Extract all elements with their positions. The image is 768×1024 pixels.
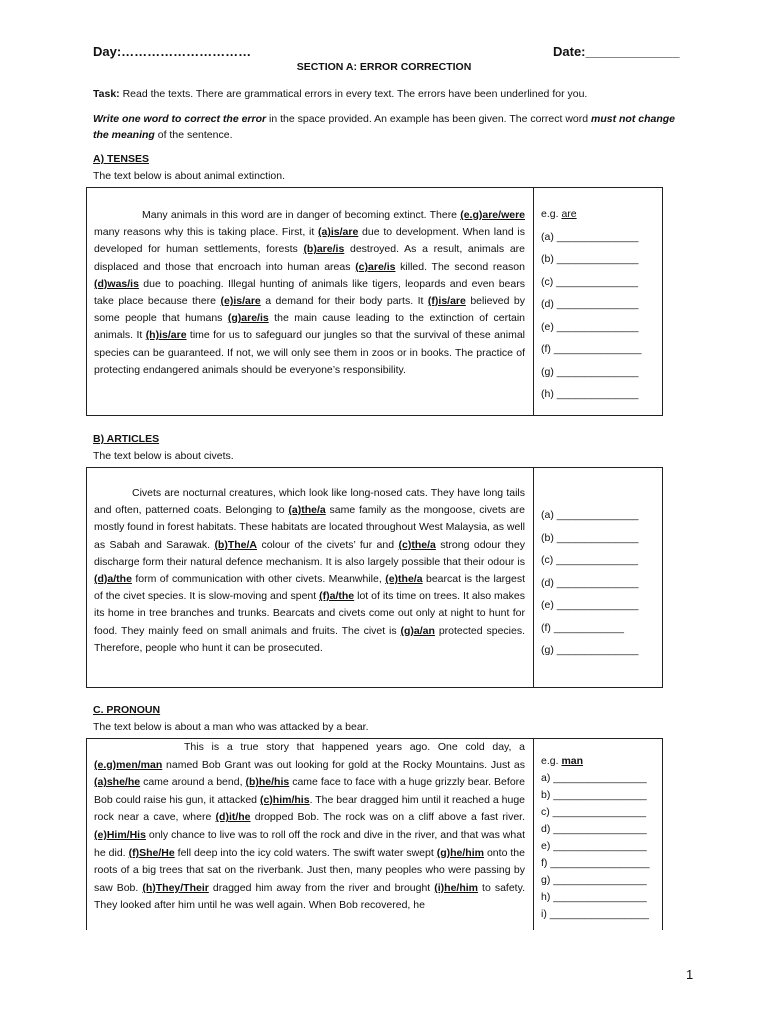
pronoun-answers bbox=[534, 739, 662, 930]
answer-line[interactable]: (c) ______________ bbox=[541, 275, 638, 288]
intro-tenses: The text below is about animal extinction. bbox=[93, 170, 286, 182]
day-field: Day:………………………… bbox=[93, 44, 252, 59]
answer-line[interactable]: (b) ______________ bbox=[541, 253, 639, 265]
answer-line[interactable]: (g) ______________ bbox=[541, 644, 639, 656]
instruction-bold-2: must not change the meaning bbox=[93, 113, 676, 141]
intro-pronoun: The text below is about a man who was attacked by a bear. bbox=[93, 721, 369, 733]
answer-line[interactable]: (f) ____________ bbox=[541, 621, 624, 634]
task-text: Read the texts. There are grammatical errors in every text. The errors have been underlined for you. bbox=[119, 88, 588, 100]
answer-line[interactable]: (d) ______________ bbox=[541, 298, 639, 310]
answer-line-eg: e.g. man bbox=[541, 755, 584, 767]
answer-line[interactable]: g) ________________ bbox=[541, 874, 647, 886]
answer-line[interactable]: b) ________________ bbox=[541, 789, 647, 801]
task-label: Task: bbox=[93, 88, 120, 100]
answer-line[interactable]: (a) ______________ bbox=[541, 230, 639, 243]
answer-line[interactable]: i) _________________ bbox=[541, 908, 650, 920]
intro-articles: The text below is about civets. bbox=[93, 450, 234, 462]
answer-line[interactable]: (e) ______________ bbox=[541, 320, 639, 333]
instruction-mid: in the space provided. An example has been given. The correct word bbox=[266, 113, 592, 125]
answer-line[interactable]: (f) _______________ bbox=[541, 343, 642, 355]
pronoun-passage: This is a true story that happened years ago. One cold day, a (e.g)men/man named Bob Grant was out looking for gold at the Rocky Mountains. Just as (a)she/he came around a bend, (b)he/his came face to face with a huge grizzly bear. Before Bob could raise his gun, it attacked (c)him/his. The bear dragged him until it reached a huge rock near a cave, where (d)it/he dropped Bob. The rock was on a cliff above a fast river. (e)Him/His only chance to live was to roll off the rock and dive in the river, and that was what he did. (f)She/He fell deep into the icy cold waters. The swift water swept (g)he/him onto the roots of a big trees that sat on the riverbank. Just then, many peoples who were passing by saw Bob. (h)They/Their dragged him away from the river and brought (i)he/him to safety. They looked after him until he was well again. When Bob recovered, he bbox=[87, 739, 534, 930]
answer-line[interactable]: (c) ______________ bbox=[541, 554, 638, 566]
instruction-bold: Write one word to correct the error bbox=[93, 113, 267, 125]
answer-line[interactable]: (g) ______________ bbox=[541, 365, 639, 378]
answer-line[interactable]: a) ________________ bbox=[541, 772, 647, 784]
pronoun-box bbox=[86, 738, 663, 930]
answer-line[interactable]: h) ________________ bbox=[541, 891, 647, 903]
answer-line[interactable]: (e) ______________ bbox=[541, 599, 639, 611]
tenses-answers bbox=[534, 188, 662, 415]
articles-passage: Civets are nocturnal creatures, which look like long-nosed cats. They have long tails and often, patterned coats. Belonging to (a)the/a same family as the mongoose, civets are mostly found in forest habitats. These habitats are located throughout West Malaysia, as well as Sabah and Sarawak. (b)The/A colour of the civets’ fur and (c)the/a strong odour they discharge form their natural defence mechanism. It is also largely possible that their odour is (d)a/the form of communication with other civets. Meanwhile, (e)the/a bearcat is the largest of the civet species. It is slow-moving and spent (f)a/the lot of its time on trees. It also makes its home in tree branches and trunks. Bearcats and civets come out only at night to hunt for food. They mainly feed on small animals and fruits. The civet is (g)a/an protected species. Therefore, people who hunt it can be prosecuted. bbox=[87, 468, 534, 687]
date-field: Date:_____________ bbox=[553, 44, 680, 59]
answer-line[interactable]: e) ________________ bbox=[541, 840, 647, 852]
tenses-passage: Many animals in this word are in danger of becoming extinct. There (e.g)are/were many reasons why this is taking place. First, it (a)is/are due to development. When land is developed for human settlements, forests (b)are/is destroyed. As a result, animals are displaced and those that encroach into human areas (c)are/is killed. The second reason (d)was/is due to poaching. Illegal hunting of animals like tigers, leopards and even bears take place because there (e)is/are a demand for their body parts. It (f)is/are believed by some people that humans (g)are/is the main cause leading to the extinction of certain animals. It (h)is/are time for us to safeguard our jungles so that the survival of these animal species can be guaranteed. If not, we will only see them in zoos or in books. The practice of protecting endangered animals should be everyone’s responsibility. bbox=[87, 188, 534, 415]
task-paragraph bbox=[93, 86, 693, 102]
instruction-paragraph bbox=[93, 111, 693, 143]
answer-line[interactable]: f) _________________ bbox=[541, 857, 650, 869]
answer-line[interactable]: (a) ______________ bbox=[541, 509, 639, 521]
articles-box bbox=[86, 467, 663, 688]
tenses-box bbox=[86, 187, 663, 416]
heading-tenses: A) TENSES bbox=[93, 153, 150, 165]
answer-line[interactable]: (b) ______________ bbox=[541, 531, 639, 544]
page-number: 1 bbox=[686, 967, 694, 982]
instruction-end: of the sentence. bbox=[154, 129, 233, 141]
heading-articles: B) ARTICLES bbox=[93, 433, 160, 445]
answer-line[interactable]: d) ________________ bbox=[541, 823, 647, 835]
section-title: SECTION A: ERROR CORRECTION bbox=[296, 61, 472, 73]
answer-line[interactable]: (d) ______________ bbox=[541, 576, 639, 589]
answer-line[interactable]: (h) ______________ bbox=[541, 388, 639, 400]
articles-answers bbox=[534, 468, 662, 687]
heading-pronoun: C. PRONOUN bbox=[93, 704, 161, 716]
answer-line[interactable]: c) ________________ bbox=[541, 806, 647, 818]
answer-line-eg: e.g. are bbox=[541, 208, 577, 220]
